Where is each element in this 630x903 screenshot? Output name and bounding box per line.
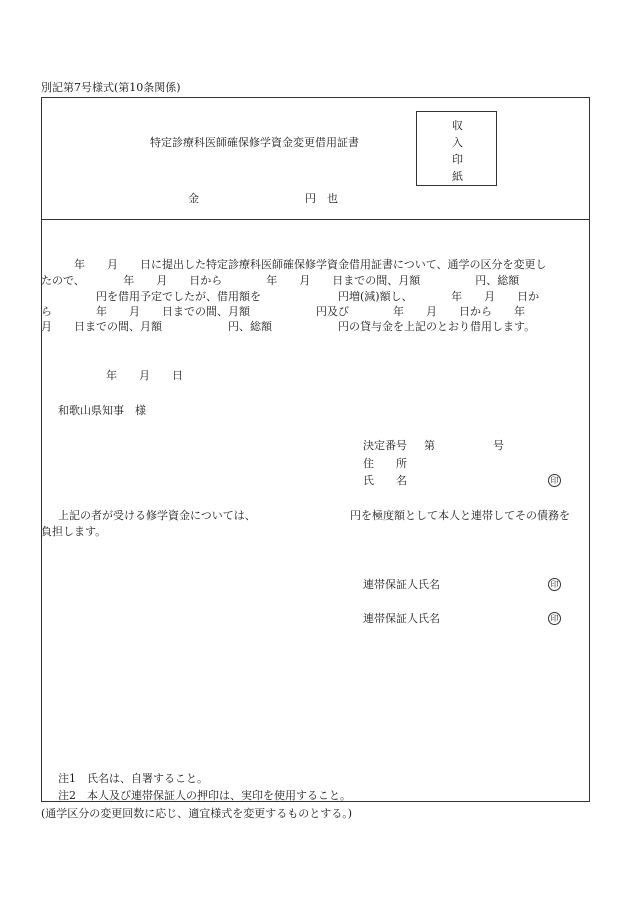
name-label: 氏 名	[363, 474, 407, 487]
amount-suffix: 也	[327, 192, 338, 205]
footer-note: (通学区分の変更回数に応じ、適宜様式を変更するものとする。)	[41, 807, 353, 820]
guarantor-name-label: 連帯保証人氏名	[363, 612, 440, 625]
body-line: ら 年 月 日までの間、月額 円及び 年 月 日から 年	[41, 305, 525, 318]
note-item: 注1 氏名は、自署すること。	[58, 772, 208, 785]
document-title: 特定診療科医師確保修学資金変更借用証書	[150, 136, 359, 149]
seal-mark: 印	[548, 612, 561, 625]
stamp-char: 印	[452, 153, 463, 166]
amount-prefix: 金	[188, 192, 199, 205]
body-line: 円を借用予定でしたが、借用額を 円増(減)額し、 年 月 日か	[41, 290, 540, 303]
form-label: 別記第7号様式(第10条関係)	[41, 81, 181, 94]
stamp-char: 収	[452, 119, 463, 132]
decision-number-label: 決定番号	[363, 439, 407, 452]
addressee: 和歌山県知事 様	[58, 404, 146, 417]
guarantee-text-a: 上記の者が受ける修学資金については、	[58, 509, 256, 522]
note-item: 注2 本人及び連帯保証人の押印は、実印を使用すること。	[58, 789, 351, 802]
stamp-char: 入	[452, 136, 463, 149]
body-line: 月 日までの間、月額 円、総額 円の貸与金を上記のとおり借用します。	[41, 320, 536, 333]
decision-number-prefix: 第	[424, 439, 435, 452]
body-line: 年 月 日に提出した特定診療科医師確保修学資金借用証書について、通学の区分を変更し	[41, 258, 547, 271]
stamp-char: 紙	[452, 170, 463, 183]
amount-unit: 円	[305, 192, 316, 205]
header-divider	[41, 219, 590, 220]
guarantor-name-label: 連帯保証人氏名	[363, 578, 440, 591]
guarantee-text-c: 負担します。	[41, 525, 107, 538]
address-label: 住 所	[363, 457, 407, 470]
body-line: たので、 年 月 日から 年 月 日までの間、月額 円、総額	[41, 274, 520, 287]
revenue-stamp-box	[416, 111, 497, 186]
date-line: 年 月 日	[106, 369, 183, 382]
seal-mark: 印	[548, 578, 561, 591]
seal-mark: 印	[548, 474, 561, 487]
decision-number-suffix: 号	[493, 439, 504, 452]
guarantee-text-b: 円を極度額として本人と連帯してその債務を	[350, 509, 570, 522]
